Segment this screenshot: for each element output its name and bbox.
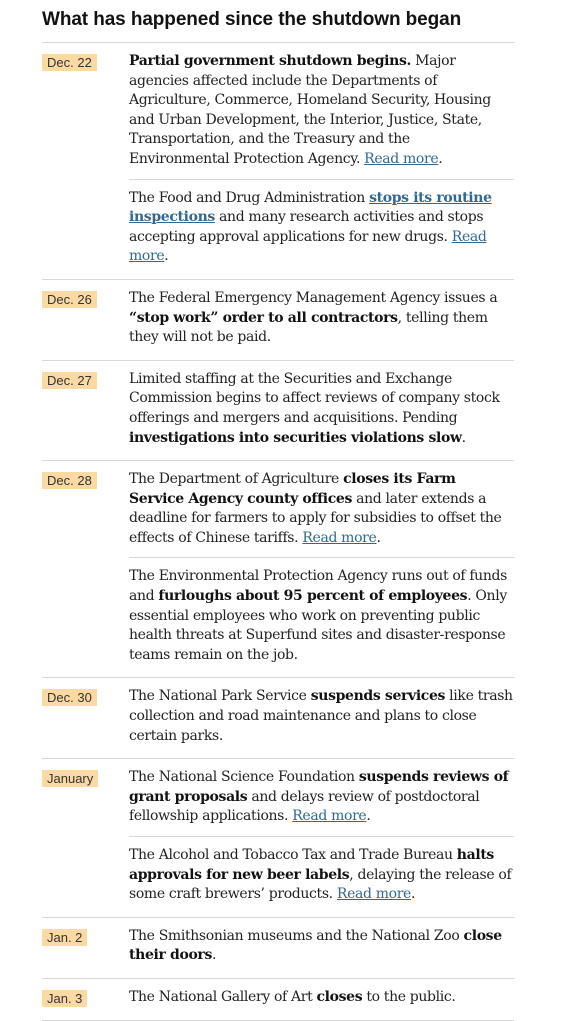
date-badge: January [42, 770, 98, 787]
timeline-row [42, 759, 514, 918]
read-more-link[interactable]: Read more [336, 886, 411, 903]
entry-text: The Smithsonian museums and the National Zoo [129, 927, 464, 944]
entry-highlight: closes its Farm Service Agency county offices [129, 471, 456, 507]
entry-text: and delays review of postdoctoral fellowship applications. [129, 788, 480, 825]
read-more-link[interactable]: Read more [292, 808, 367, 825]
read-more-link[interactable]: Read more [302, 529, 377, 546]
entry-highlight: suspends reviews of grant proposals [129, 769, 509, 805]
entry-text: . [461, 429, 466, 446]
page-title: What has happened since the shutdown began [42, 0, 514, 43]
timeline-entry [129, 289, 514, 348]
timeline-entry [129, 927, 514, 966]
entry-text: . Only essential employees who work on preventing public health threats at Superfund sites and disaster-response teams remain on the job. [129, 588, 507, 663]
timeline-row [42, 918, 514, 979]
read-more-link[interactable]: Read more [129, 228, 487, 265]
entry-highlight: furloughs about 95 percent of employees [158, 588, 468, 605]
entry-highlight: investigations into securities violations slow [129, 429, 462, 446]
entry-text: The National Gallery of Art [129, 988, 317, 1005]
entry-highlight: Partial government shutdown begins. [129, 53, 412, 69]
timeline-entry [129, 836, 514, 905]
timeline-row [42, 361, 514, 461]
timeline-entry [129, 557, 514, 665]
entry-text: . [376, 529, 381, 546]
entry-text: . [411, 886, 416, 903]
timeline-row [42, 678, 514, 759]
timeline-row [42, 461, 514, 678]
timeline-entry [129, 768, 514, 836]
entry-text: The Environmental Protection Agency runs out of funds and [129, 568, 507, 605]
entry-text: . [212, 947, 217, 964]
entry-text: The Federal Emergency Management Agency issues a [129, 289, 498, 306]
entry-text: Major agencies affected include the Departments of Agriculture, Commerce, Homeland Security, Housing and Urban Development, the Interior, Justice, State, Transportation, and the Treasury and the Environmental Protection Agency. [129, 53, 491, 167]
entry-text: like trash collection and road maintenance and plans to close certain parks. [129, 688, 513, 744]
timeline-entry [129, 370, 514, 448]
entry-text: to the public. [362, 988, 456, 1005]
timeline-row [42, 979, 514, 1021]
date-badge: Dec. 28 [42, 472, 97, 489]
timeline-entry [129, 470, 514, 557]
date-badge: Dec. 27 [42, 372, 97, 389]
entry-highlight: suspends services [310, 688, 446, 705]
entry-text: , telling them they will not be paid. [129, 309, 488, 346]
timeline-entry [129, 988, 514, 1008]
timeline-entry [129, 179, 514, 267]
entry-text: . [164, 248, 169, 265]
entry-text: The Alcohol and Tobacco Tax and Trade Bureau [129, 847, 457, 863]
timeline-row [42, 43, 514, 280]
entry-highlight: close their doors [129, 927, 502, 964]
date-badge: Dec. 22 [42, 54, 97, 71]
entry-text: and later extends a deadline for farmers to apply for subsidies to offset the effects of Chinese tariffs. [129, 490, 502, 546]
entry-text: Limited staffing at the Securities and Exchange Commission begins to affect reviews of company stock offerings and mergers and acquisitions. Pending [129, 370, 500, 426]
entry-text: . [438, 150, 443, 167]
entry-text: The Department of Agriculture [129, 471, 344, 488]
entry-text: The National Park Service [129, 688, 311, 705]
read-more-link[interactable]: Read more [364, 150, 439, 167]
timeline-entry [129, 52, 514, 179]
timeline-article [42, 0, 514, 1021]
entry-highlight: “stop work” order to all contractors [129, 309, 398, 326]
date-badge: Jan. 3 [42, 990, 87, 1007]
date-badge: Jan. 2 [42, 929, 87, 946]
entry-text: The National Science Foundation [129, 769, 359, 786]
inspections-link[interactable]: stops its routine inspections [129, 189, 492, 226]
entry-text: and many research activities and stops accepting approval applications for new drugs. [129, 209, 484, 245]
entry-highlight: closes [316, 988, 363, 1005]
entry-text: . [366, 808, 371, 825]
timeline-entry [129, 687, 514, 746]
timeline-row [42, 280, 514, 361]
date-badge: Dec. 26 [42, 291, 97, 308]
entry-highlight: halts approvals for new beer labels [129, 847, 494, 883]
date-badge: Dec. 30 [42, 689, 97, 706]
entry-text: , delaying the release of some craft brewers’ products. [129, 866, 512, 903]
entry-text: The Food and Drug Administration [129, 189, 370, 206]
